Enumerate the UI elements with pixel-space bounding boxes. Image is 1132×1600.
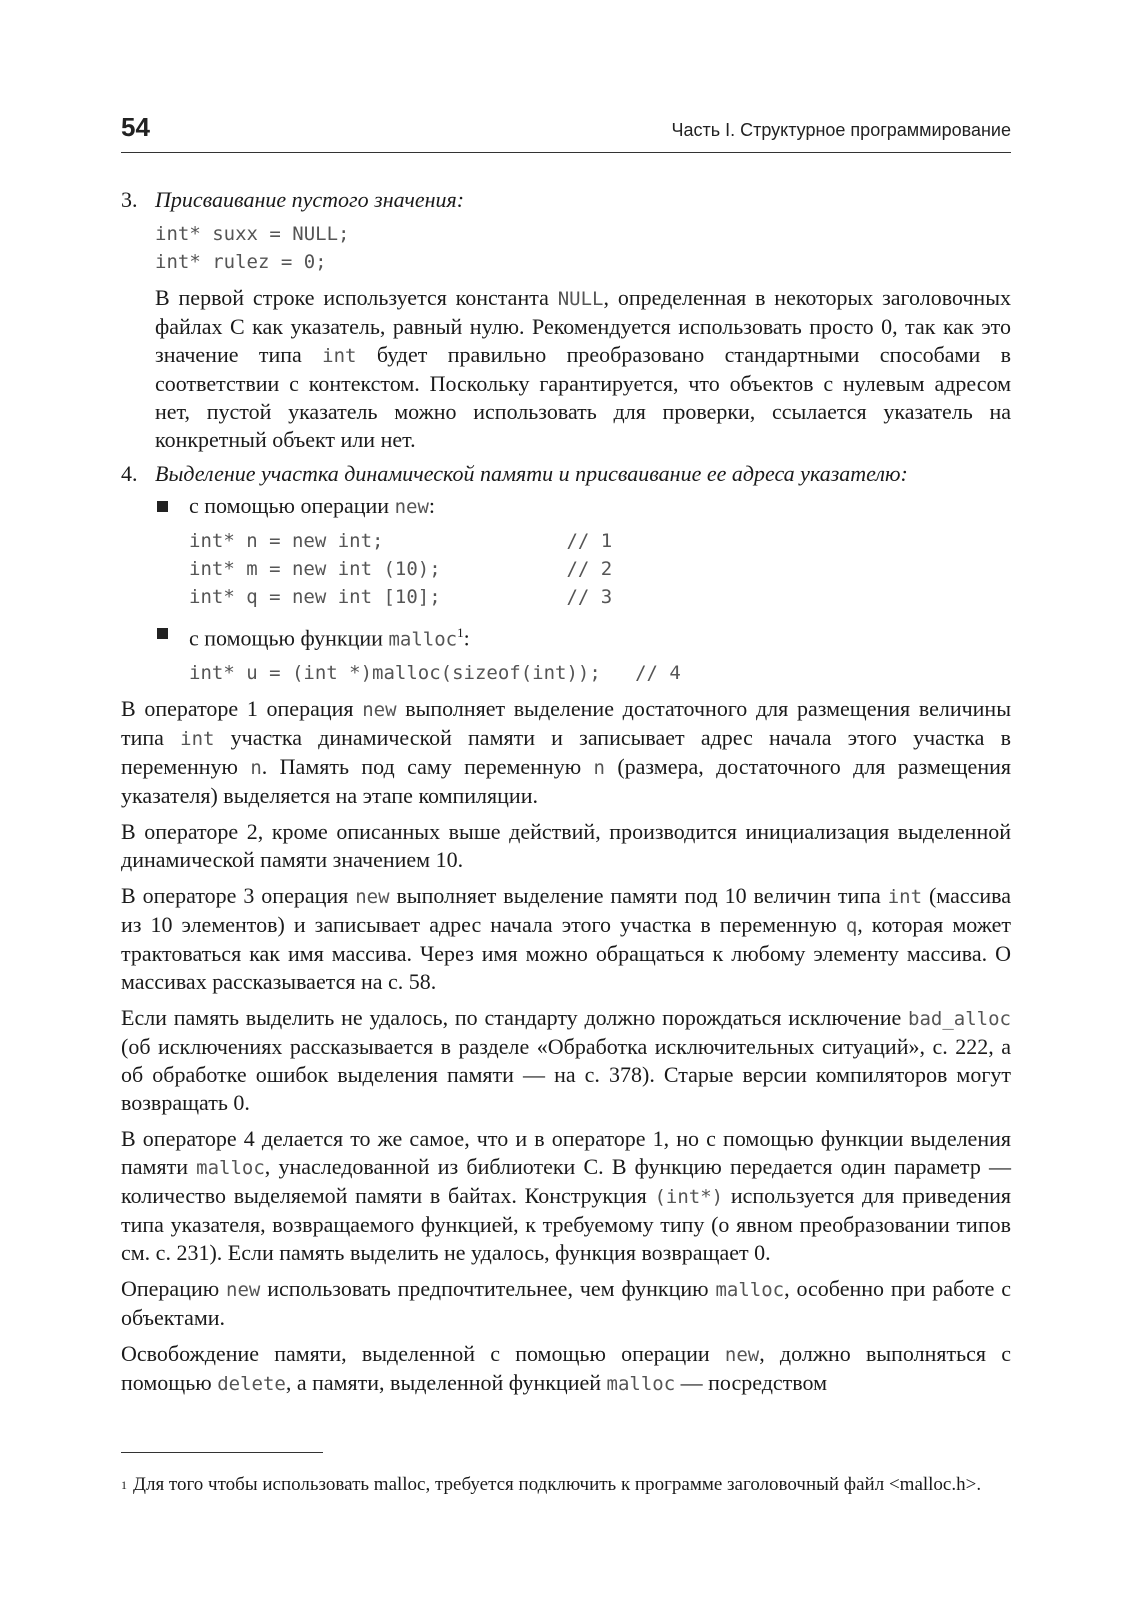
inline-code: delete: [217, 1373, 286, 1396]
square-bullet-icon: [157, 628, 168, 639]
paragraph-null-pointer: [155, 284, 1011, 454]
text-run: , которая может трактоваться как имя массива. Через имя можно обращаться к любому элементу массива. О массивах рассказывается на с. 58.: [121, 912, 1011, 995]
text-run: выполняет выделение памяти под 10 величин типа: [389, 883, 888, 909]
paragraph-new-preferred: [121, 1275, 1011, 1332]
text-run: — посредством: [675, 1370, 828, 1396]
code-block-null-assignment: int* suxx = NULL; int* rulez = 0;: [155, 223, 350, 273]
text-run: , а памяти, выделенной функцией: [285, 1370, 607, 1396]
paragraph-operator-2: В операторе 2, кроме описанных выше действий, производится инициализация выделенной динамической памяти значением 10.: [121, 819, 1011, 873]
inline-code: new: [355, 886, 390, 909]
text-run: использовать предпочтительнее, чем функцию: [260, 1276, 716, 1302]
text-run: будет правильно преобразовано стандартными способами в соответствии с контекстом. Поскольку гарантируется, что объектов с нулевым адресом нет, пустой указатель можно использовать для проверки, ссылается указатель на конкретный объект или нет.: [155, 342, 1011, 452]
inline-code: new: [226, 1279, 261, 1302]
text-run: (массива из 10 элементов) и записывает адрес начала этого участка в переменную: [121, 883, 1011, 938]
inline-code: int: [887, 886, 923, 909]
list-item-4-body: [121, 492, 1011, 687]
code-block-malloc-example: int* u = (int *)malloc(sizeof(int)); // 4: [189, 662, 681, 685]
list-item-3-body: [121, 220, 1011, 454]
page-header: [121, 110, 1011, 153]
footnote-divider: [121, 1452, 323, 1453]
footnote-mark: 1: [121, 1478, 127, 1492]
footnote: [121, 1472, 1011, 1498]
text-run: В операторе 4 делается то же самое, что и в операторе 1, но с помощью функции выделения памяти: [121, 1126, 1011, 1180]
inline-code: malloc: [196, 1157, 265, 1180]
inline-code: malloc: [606, 1373, 676, 1396]
list-item-title: Выделение участка динамической памяти и присваивание ее адреса указателю:: [155, 461, 908, 486]
code-block-new-examples: int* n = new int; // 1 int* m = new int (10); // 2 int* q = new int [10]; // 3: [189, 530, 613, 608]
text-run: с помощью функции: [189, 625, 389, 651]
paragraph-bad-alloc: [121, 1004, 1011, 1117]
text-run: , должно выполняться с помощью: [121, 1341, 1011, 1396]
inline-code: n: [593, 757, 605, 780]
inline-code: n: [250, 757, 262, 780]
list-item-title: Присваивание пустого значения:: [155, 187, 465, 212]
inline-code: (int*): [654, 1186, 724, 1209]
page-body: [121, 186, 1011, 1398]
text-run: Если память выделить не удалось, по стандарту должно порождаться исключение: [121, 1005, 909, 1031]
bullet-new-operator: [155, 492, 1011, 521]
list-item-number: 3.: [121, 187, 138, 212]
text-run: (размера, достаточного для размещения указателя) выделяется на этапе компиляции.: [121, 754, 1011, 809]
text-run: , определенная в некоторых заголовочных файлах С как указатель, равный нулю. Рекомендуется использовать просто 0, так как это значение типа: [155, 285, 1011, 367]
paragraph-operator-1: [121, 695, 1011, 810]
text-run: с помощью операции: [189, 493, 395, 518]
text-run: :: [428, 493, 436, 518]
list-item-3-heading: [121, 186, 1011, 214]
inline-code: int: [322, 345, 357, 367]
text-run: В операторе 3 операция: [121, 883, 356, 909]
square-bullet-icon: [157, 501, 168, 512]
inline-code: malloc: [715, 1279, 785, 1302]
footnote-reference: 1: [457, 625, 464, 640]
text-run: участка динамической памяти и записывает адрес начала этого участка в переменную: [121, 725, 1011, 780]
text-run: (об исключениях рассказывается в разделе «Обработка исключительных ситуаций», с. 222, а об обработке ошибок выделения памяти — на с. 378). Старые версии компиляторов могут возвращать 0.: [121, 1034, 1011, 1116]
list-item-4-heading: [121, 460, 1011, 488]
inline-code: bad_alloc: [908, 1008, 1011, 1031]
list-item-number: 4.: [121, 461, 138, 486]
text-run: Операцию: [121, 1276, 227, 1302]
inline-code: new: [362, 699, 397, 722]
text-run: выполняет выделение достаточного для размещения величины типа: [121, 696, 1011, 751]
paragraph-operator-3: [121, 882, 1011, 996]
text-run: используется для приведения типа указателя, возвращаемого функцией, к требуемому типу (о явном преобразовании типов см. с. 231). Если память выделить не удалось, функция возвращает 0.: [121, 1183, 1011, 1266]
inline-code: new: [394, 496, 429, 518]
page-number: 54: [121, 112, 150, 142]
inline-code: q: [845, 915, 858, 938]
text-run: , особенно при работе с объектами.: [121, 1276, 1011, 1331]
paragraph-memory-release: [121, 1340, 1011, 1398]
paragraph-operator-4: [121, 1125, 1011, 1267]
text-run: :: [463, 625, 470, 651]
footnote-text: Для того чтобы использовать malloc, требуется подключить к программе заголовочный файл <malloc.h>.: [133, 1474, 982, 1495]
inline-code: malloc: [388, 628, 458, 651]
running-title: Часть I. Структурное программирование: [671, 120, 1011, 140]
bullet-malloc-function: [155, 619, 1011, 653]
text-run: , унаследованной из библиотеки С. В функцию передается один параметр — количество выделяемой памяти в байтах. Конструкция: [121, 1154, 1011, 1209]
text-run: Освобождение памяти, выделенной с помощью операции: [121, 1341, 725, 1367]
text-run: . Память под саму переменную: [261, 754, 594, 780]
inline-code: new: [724, 1344, 760, 1367]
inline-code: int: [180, 728, 215, 751]
text-run: В операторе 1 операция: [121, 696, 363, 722]
inline-code: NULL: [557, 288, 604, 310]
text-run: В первой строке используется константа: [155, 285, 558, 310]
